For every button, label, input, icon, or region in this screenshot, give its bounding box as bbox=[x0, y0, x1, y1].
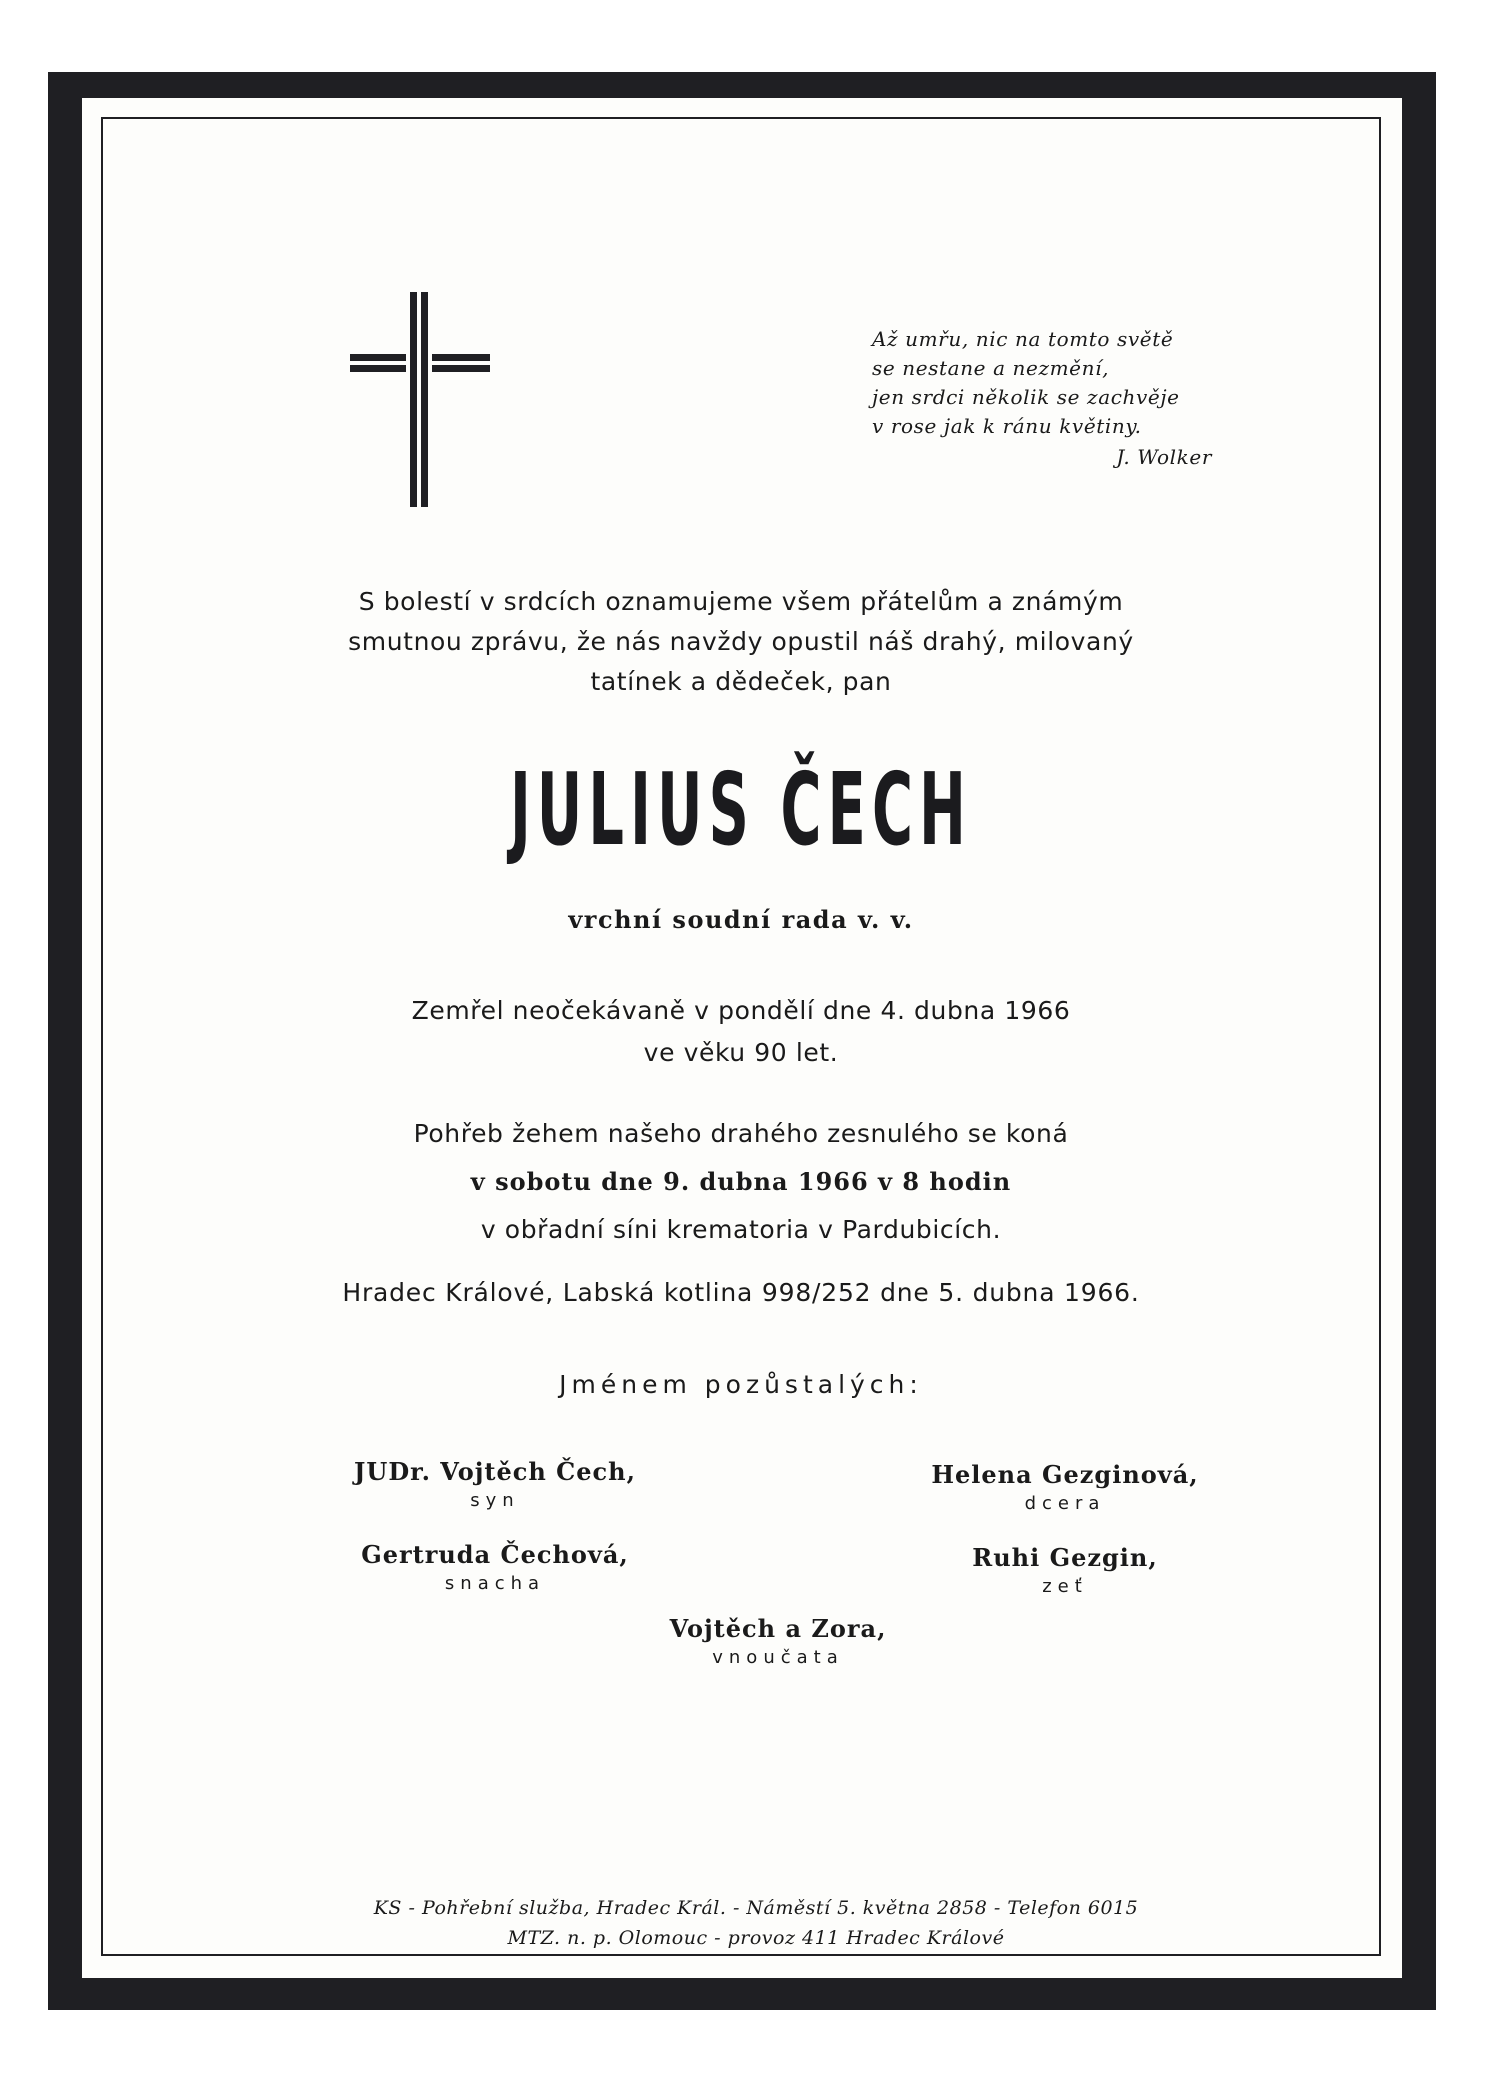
relative-name: JUDr. Vojtěch Čech, bbox=[354, 1457, 636, 1486]
funeral-datetime: v sobotu dne 9. dubna 1966 v 8 hodin bbox=[470, 1167, 1012, 1196]
relative-role: vnoučata bbox=[712, 1647, 844, 1668]
cross-icon bbox=[350, 292, 500, 512]
relative-name: Helena Gezginová, bbox=[931, 1460, 1199, 1489]
funeral-notice bbox=[101, 1110, 1381, 1254]
relative-son-in-law bbox=[885, 1543, 1245, 1597]
footer-line: KS - Pohřební služba, Hradec Král. - Náměstí 5. května 2858 - Telefon 6015 bbox=[373, 1897, 1139, 1919]
footer-line: MTZ. n. p. Olomouc - provoz 411 Hradec Králové bbox=[507, 1927, 1005, 1949]
relative-son bbox=[315, 1457, 675, 1511]
announcement-line: smutnou zprávu, že nás navždy opustil náš drahý, milovaný bbox=[348, 627, 1134, 656]
announcement-line: S bolestí v srdcích oznamujeme všem přátelům a známým bbox=[358, 587, 1124, 616]
motto-line: Až umřu, nic na tomto světě bbox=[872, 327, 1174, 351]
place-and-date: Hradec Králové, Labská kotlina 998/252 dne 5. dubna 1966. bbox=[342, 1278, 1140, 1307]
printer-footer bbox=[101, 1893, 1381, 1953]
deceased-title: vrchní soudní rada v. v. bbox=[568, 905, 914, 934]
relative-role: snacha bbox=[444, 1573, 546, 1594]
relative-name: Vojtěch a Zora, bbox=[669, 1614, 887, 1643]
motto-verse bbox=[872, 325, 1232, 472]
motto-author: J. Wolker bbox=[1116, 445, 1212, 469]
relative-role: syn bbox=[470, 1490, 520, 1511]
motto-line: v rose jak k ránu květiny. bbox=[872, 414, 1142, 438]
on-behalf-heading: Jménem pozůstalých: bbox=[559, 1370, 923, 1399]
deceased-name: JULIUS ČECH bbox=[509, 751, 973, 868]
relative-role: dcera bbox=[1024, 1493, 1106, 1514]
announcement-text bbox=[101, 582, 1381, 702]
relative-daughter bbox=[885, 1460, 1245, 1514]
relative-grandchildren bbox=[598, 1614, 958, 1668]
relative-name: Ruhi Gezgin, bbox=[972, 1543, 1158, 1572]
death-notice bbox=[101, 990, 1381, 1074]
motto-line: se nestane a nezmění, bbox=[872, 356, 1110, 380]
funeral-line: Pohřeb žehem našeho drahého zesnulého se koná bbox=[413, 1119, 1069, 1148]
motto-line: jen srdci několik se zachvěje bbox=[872, 385, 1180, 409]
relative-role: zeť bbox=[1042, 1576, 1088, 1597]
relative-daughter-in-law bbox=[315, 1540, 675, 1594]
announcement-line: tatínek a dědeček, pan bbox=[590, 667, 892, 696]
relative-name: Gertruda Čechová, bbox=[361, 1540, 629, 1569]
funeral-place: v obřadní síni krematoria v Pardubicích. bbox=[480, 1215, 1002, 1244]
death-age-line: ve věku 90 let. bbox=[643, 1038, 839, 1067]
death-date-line: Zemřel neočekávaně v pondělí dne 4. dubna 1966 bbox=[411, 996, 1071, 1025]
